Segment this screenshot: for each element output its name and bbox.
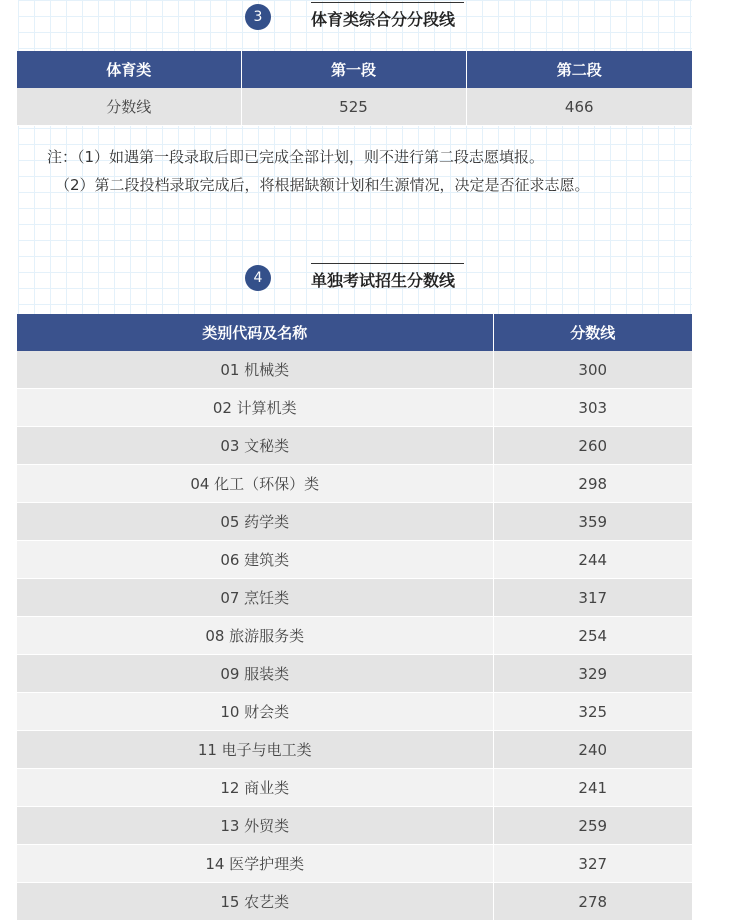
category-cell: 08 旅游服务类 [17,617,493,655]
table-row [17,389,692,427]
table-row [17,845,692,883]
score-cell: 244 [493,541,692,579]
table-row [17,807,692,845]
section-4-number-badge: 4 [245,265,271,291]
section-3-heading [0,2,738,32]
table-row [17,88,692,126]
table-cell: 分数线 [17,88,241,126]
table-row [17,427,692,465]
score-cell: 325 [493,693,692,731]
score-cell: 254 [493,617,692,655]
table-row [17,617,692,655]
score-cell: 327 [493,845,692,883]
score-cell: 260 [493,427,692,465]
column-header: 第二段 [466,51,692,88]
table-header-row [17,314,692,351]
score-cell: 259 [493,807,692,845]
score-cell: 303 [493,389,692,427]
column-header: 分数线 [493,314,692,351]
table-row [17,465,692,503]
column-header: 体育类 [17,51,241,88]
note-line-1: 注：（1）如遇第一段录取后即已完成全部计划，则不进行第二段志愿填报。 [47,148,545,166]
category-cell: 03 文秘类 [17,427,493,465]
section-3-title-rule [311,2,464,3]
table-row [17,769,692,807]
table-row [17,883,692,921]
category-cell: 14 医学护理类 [17,845,493,883]
table-row [17,351,692,389]
score-cell: 317 [493,579,692,617]
category-cell: 11 电子与电工类 [17,731,493,769]
score-cell: 359 [493,503,692,541]
category-cell: 02 计算机类 [17,389,493,427]
score-cell: 278 [493,883,692,921]
score-cell: 298 [493,465,692,503]
category-cell: 13 外贸类 [17,807,493,845]
section-4-heading [0,263,738,293]
score-cell: 240 [493,731,692,769]
table-row [17,693,692,731]
section-4-title: 单独考试招生分数线 [311,271,456,290]
section-3-title: 体育类综合分分段线 [311,10,456,29]
section-3-number-badge: 3 [245,4,271,30]
category-cell: 06 建筑类 [17,541,493,579]
category-cell: 15 农艺类 [17,883,493,921]
category-cell: 12 商业类 [17,769,493,807]
category-cell: 07 烹饪类 [17,579,493,617]
category-cell: 01 机械类 [17,351,493,389]
table-cell: 466 [466,88,692,126]
table-cell: 525 [241,88,466,126]
independent-exam-score-table [17,314,692,921]
table-row [17,731,692,769]
column-header: 类别代码及名称 [17,314,493,351]
score-cell: 300 [493,351,692,389]
sports-score-table [17,51,692,126]
table-header-row [17,51,692,88]
section-4-title-rule [311,263,464,264]
right-margin [692,0,738,908]
table-row [17,503,692,541]
category-cell: 04 化工（环保）类 [17,465,493,503]
score-cell: 329 [493,655,692,693]
score-cell: 241 [493,769,692,807]
note-line-2: （2）第二段投档录取完成后，将根据缺额计划和生源情况，决定是否征求志愿。 [55,176,590,194]
category-cell: 05 药学类 [17,503,493,541]
table-row [17,541,692,579]
column-header: 第一段 [241,51,466,88]
table-row [17,655,692,693]
category-cell: 10 财会类 [17,693,493,731]
category-cell: 09 服装类 [17,655,493,693]
table-row [17,579,692,617]
